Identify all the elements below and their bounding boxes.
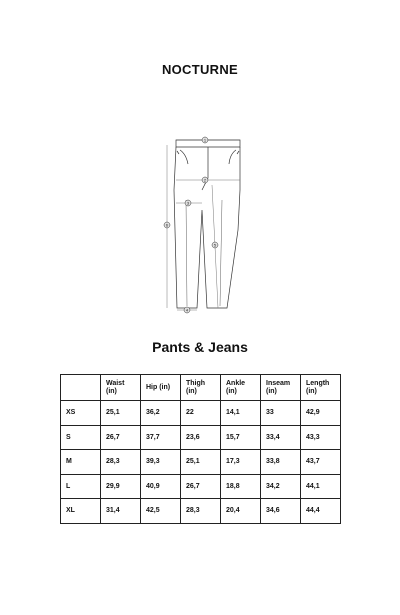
length-cell: 44,4 <box>301 499 341 524</box>
size-label: XL <box>61 499 101 524</box>
thigh-cell: 26,7 <box>181 474 221 499</box>
hip-cell: 42,5 <box>141 499 181 524</box>
table-row <box>61 425 341 450</box>
size-chart-table <box>60 374 341 524</box>
svg-text:6: 6 <box>165 222 169 228</box>
thigh-cell: 23,6 <box>181 425 221 450</box>
marker-6 <box>164 222 170 228</box>
svg-text:5: 5 <box>213 242 217 248</box>
pants-outline <box>174 147 240 308</box>
pants-measurement-diagram <box>150 130 250 320</box>
inseam-cell: 33 <box>261 401 301 426</box>
ankle-cell: 17,3 <box>221 450 261 475</box>
thigh-cell: 22 <box>181 401 221 426</box>
waist-cell: 25,1 <box>101 401 141 426</box>
ankle-cell: 15,7 <box>221 425 261 450</box>
table-row <box>61 474 341 499</box>
inseam-cell: 34,6 <box>261 499 301 524</box>
thigh-cell: 25,1 <box>181 450 221 475</box>
table-row <box>61 499 341 524</box>
svg-text:3: 3 <box>186 200 190 206</box>
marker-1 <box>202 137 208 143</box>
svg-text:1: 1 <box>203 137 207 143</box>
svg-text:4: 4 <box>185 307 189 313</box>
ankle-cell: 14,1 <box>221 401 261 426</box>
size-label: L <box>61 474 101 499</box>
ankle-cell: 18,8 <box>221 474 261 499</box>
waist-cell: 31,4 <box>101 499 141 524</box>
inseam-cell: 33,4 <box>261 425 301 450</box>
hip-cell: 39,3 <box>141 450 181 475</box>
header-waist: Waist (in) <box>101 375 141 401</box>
thigh-cell: 28,3 <box>181 499 221 524</box>
section-title: Pants & Jeans <box>152 339 248 355</box>
waist-cell: 29,9 <box>101 474 141 499</box>
header-corner <box>61 375 101 401</box>
length-cell: 42,9 <box>301 401 341 426</box>
svg-text:2: 2 <box>203 177 207 183</box>
marker-5 <box>212 242 218 248</box>
marker-2 <box>202 177 208 183</box>
length-cell: 43,3 <box>301 425 341 450</box>
hip-cell: 36,2 <box>141 401 181 426</box>
inseam-cell: 33,8 <box>261 450 301 475</box>
marker-4 <box>184 307 190 313</box>
table-header-row <box>61 375 341 401</box>
header-inseam: Inseam (in) <box>261 375 301 401</box>
size-label: M <box>61 450 101 475</box>
hip-cell: 37,7 <box>141 425 181 450</box>
ankle-cell: 20,4 <box>221 499 261 524</box>
waist-cell: 28,3 <box>101 450 141 475</box>
table-row <box>61 401 341 426</box>
length-cell: 43,7 <box>301 450 341 475</box>
size-label: S <box>61 425 101 450</box>
header-hip: Hip (in) <box>141 375 181 401</box>
table-row <box>61 450 341 475</box>
marker-3 <box>185 200 191 206</box>
header-length: Length (in) <box>301 375 341 401</box>
inseam-cell: 34,2 <box>261 474 301 499</box>
size-label: XS <box>61 401 101 426</box>
brand-logo: NOCTURNE <box>161 62 239 77</box>
header-thigh: Thigh (in) <box>181 375 221 401</box>
header-ankle: Ankle (in) <box>221 375 261 401</box>
length-cell: 44,1 <box>301 474 341 499</box>
hip-cell: 40,9 <box>141 474 181 499</box>
waist-cell: 26,7 <box>101 425 141 450</box>
